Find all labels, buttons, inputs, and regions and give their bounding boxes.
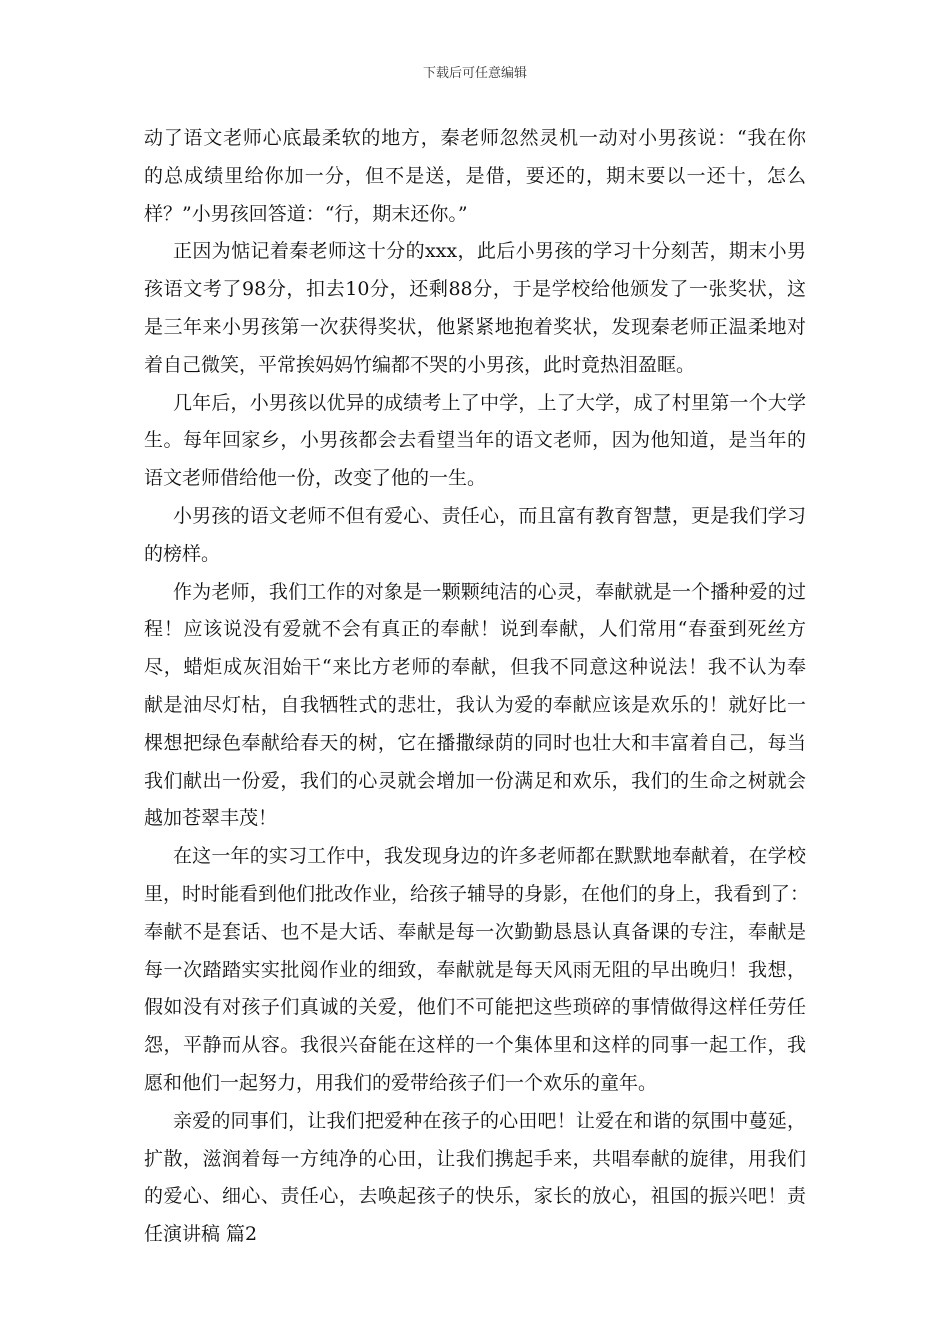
text-line: 几年后，小男孩以优异的成绩考上了中学，上了大学，成了村里第一个大学	[173, 391, 806, 414]
text-line: 作为老师，我们工作的对象是一颗颗纯洁的心灵，奉献就是一个播种爱的过	[173, 580, 806, 603]
document-body	[144, 120, 810, 1254]
text-line: 在这一年的实习工作中，我发现身边的许多老师都在默默地奉献着，在学校	[173, 845, 806, 868]
text-line: 我们献出一份爱，我们的心灵就会增加一份满足和欢乐，我们的生命之树就会	[144, 769, 806, 792]
text-line: 小男孩的语文老师不但有爱心、责任心，而且富有教育智慧，更是我们学习	[173, 504, 806, 527]
text-line: 的榜样。	[144, 542, 221, 565]
text-line: 尽，蜡炬成灰泪始干“来比方老师的奉献，但我不同意这种说法！我不认为奉	[144, 656, 806, 679]
text-line: 正因为惦记着秦老师这十分的xxx，此后小男孩的学习十分刻苦，期末小男	[173, 240, 806, 263]
text-line: 棵想把绿色奉献给春天的树，它在播撒绿荫的同时也壮大和丰富着自己，每当	[144, 731, 806, 754]
text-line: 里，时时能看到他们批改作业，给孩子辅导的身影，在他们的身上，我看到了：	[144, 882, 810, 905]
text-line: 怨，平静而从容。我很兴奋能在这样的一个集体里和这样的同事一起工作，我	[144, 1034, 806, 1057]
text-line: 的总成绩里给你加一分，但不是送，是借，要还的，期末要以一还十，怎么	[144, 164, 806, 187]
text-line: 愿和他们一起努力，用我们的爱带给孩子们一个欢乐的童年。	[144, 1071, 658, 1094]
page-header: 下载后可任意编辑	[422, 66, 527, 81]
text-line: 奉献不是套话、也不是大话、奉献是每一次勤勤恳恳认真备课的专注，奉献是	[144, 920, 806, 943]
text-line: 越加苍翠丰茂！	[144, 807, 278, 830]
text-line: 献是油尽灯枯，自我牺牲式的悲壮，我认为爱的奉献应该是欢乐的！就好比一	[144, 693, 806, 716]
text-line: 程！应该说没有爱就不会有真正的奉献！说到奉献，人们常用“春蚕到死丝方	[144, 618, 806, 641]
text-line: 是三年来小男孩第一次获得奖状，他紧紧地抱着奖状，发现秦老师正温柔地对	[144, 315, 806, 338]
text-line: 生。每年回家乡，小男孩都会去看望当年的语文老师，因为他知道，是当年的	[144, 429, 806, 452]
text-line: 样？”小男孩回答道：“行，期末还你。”	[144, 202, 468, 225]
text-line: 任演讲稿 篇2	[144, 1223, 258, 1246]
text-line: 假如没有对孩子们真诚的关爱，他们不可能把这些琐碎的事情做得这样任劳任	[144, 996, 806, 1019]
text-line: 每一次踏踏实实批阅作业的细致，奉献就是每天风雨无阻的早出晚归！我想，	[144, 958, 806, 981]
text-line: 动了语文老师心底最柔软的地方，秦老师忽然灵机一动对小男孩说：“我在你	[144, 127, 806, 149]
text-line: 着自己微笑，平常挨妈妈竹编都不哭的小男孩，此时竟热泪盈眶。	[144, 353, 696, 376]
text-line: 的爱心、细心、责任心，去唤起孩子的快乐，家长的放心，祖国的振兴吧！责	[144, 1185, 806, 1208]
text-line: 亲爱的同事们，让我们把爱种在孩子的心田吧！让爱在和谐的氛围中蔓延，	[173, 1109, 806, 1132]
text-line: 扩散，滋润着每一方纯净的心田，让我们携起手来，共唱奉献的旋律，用我们	[144, 1147, 806, 1170]
text-line: 语文老师借给他一份，改变了他的一生。	[144, 467, 487, 490]
text-line: 孩语文考了98分，扣去10分，还剩88分，于是学校给他颁发了一张奖状，这	[144, 278, 806, 301]
